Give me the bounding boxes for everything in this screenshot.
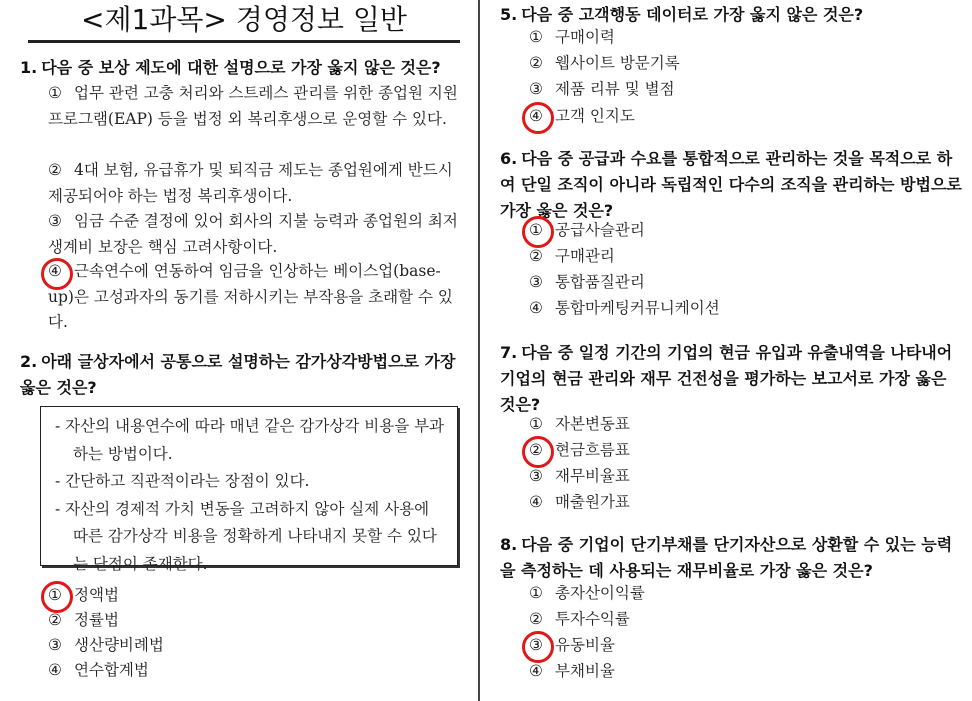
option-text: 구매관리 [555,247,615,265]
question-text: 다음 중 일정 기간의 기업의 현금 유입과 유출내역을 나타내어 기업의 현금 관리와 재무 건전성을 평가하는 보고서로 가장 옳은 것은? [500,343,953,414]
option-text: 부채비율 [555,662,615,680]
option-text: 현금흐름표 [555,441,630,459]
option-mark: ① [529,28,543,46]
option-mark: ④ [529,662,543,680]
question-text: 다음 중 공급과 수요를 통합적으로 관리하는 것을 목적으로 하여 단일 조직이 아니라 독립적인 다수의 조직을 관리하는 방법으로 가장 옳은 것은? [500,149,962,220]
question-6 [500,146,962,224]
question-number: 5. [500,5,518,24]
option-mark: ② [48,611,62,629]
option-mark: ③ [529,273,543,291]
question-number: 1. [20,58,38,77]
question-2-text-box [40,406,458,573]
option-mark: ③ [529,632,555,658]
q7-option-1 [529,411,630,437]
q5-option-3 [529,76,675,102]
question-text: 아래 글상자에서 공통으로 설명하는 감가상각방법으로 가장 옳은 것은? [20,352,456,397]
option-text: 통합품질관리 [555,273,645,291]
option-mark: ③ [48,212,62,230]
option-text: 연수합계법 [74,661,149,679]
option-text: 고객 인지도 [555,107,635,125]
q5-option-1 [529,24,615,50]
option-text: 재무비율표 [555,467,630,485]
option-text: 업무 관련 고충 처리와 스트레스 관리를 위한 종업원 지원프로그램(EAP) 등을 법정 외 복리후생으로 운영할 수 있다. [48,84,458,128]
question-8 [500,532,962,584]
q7-option-3 [529,463,630,489]
option-mark: ② [529,247,543,265]
q1-option-4-answer [48,259,464,336]
q6-option-2 [529,243,615,269]
option-mark: ② [529,437,555,463]
q8-option-2 [529,606,630,632]
question-number: 7. [500,343,518,362]
q8-option-4 [529,658,615,684]
q8-option-1 [529,580,645,606]
q7-option-4 [529,489,630,515]
option-text: 임금 수준 결정에 있어 회사의 지불 능력과 종업원의 최저생계비 보장은 핵심 고려사항이다. [48,212,458,256]
question-number: 2. [20,352,38,371]
question-2 [20,349,465,401]
q6-option-4 [529,295,720,321]
section-title: <제1과목> 경영정보 일반 [28,0,460,43]
question-number: 6. [500,149,518,168]
column-divider [478,0,480,701]
box-line: - 자산의 경제적 가치 변동을 고려하지 않아 실제 사용에 따른 감가상각 비용을 정확하게 나타내지 못할 수 있다는 단점이 존재한다. [55,499,437,573]
option-mark: ② [529,610,543,628]
option-mark: ① [529,584,543,602]
option-text: 총자산이익률 [555,584,645,602]
option-text: 공급사슬관리 [555,221,645,239]
q1-option-1 [48,81,464,132]
question-7 [500,340,962,418]
q2-option-2 [48,607,119,633]
option-text: 구매이력 [555,28,615,46]
option-mark: ③ [529,80,543,98]
question-1 [20,55,465,81]
box-line: - 간단하고 직관적이라는 장점이 있다. [55,472,310,490]
question-number: 8. [500,535,518,554]
q6-option-3 [529,269,645,295]
option-text: 투자수익률 [555,610,630,628]
q1-option-2 [48,158,464,209]
option-text: 통합마케팅커뮤니케이션 [555,299,720,317]
question-text: 다음 중 고객행동 데이터로 가장 옳지 않은 것은? [521,5,864,24]
option-mark: ② [529,54,543,72]
box-line: - 자산의 내용연수에 따라 매년 같은 감가상각 비용을 부과하는 방법이다. [55,417,445,463]
option-text: 자본변동표 [555,415,630,433]
option-mark: ① [529,415,543,433]
option-text: 웹사이트 방문기록 [555,54,680,72]
option-mark: ③ [48,636,62,654]
option-text: 제품 리뷰 및 별점 [555,80,675,98]
option-mark: ② [48,161,62,179]
option-text: 4대 보험, 유급휴가 및 퇴직금 제도는 종업원에게 반드시 제공되어야 하는 법정 복리후생이다. [48,161,453,205]
q7-option-2-answer [529,437,630,463]
option-mark: ④ [529,493,543,511]
option-mark: ④ [529,103,555,129]
q2-option-3 [48,632,164,658]
q1-option-3 [48,209,464,260]
left-column [0,0,472,701]
option-mark: ④ [48,661,62,679]
option-text: 생산량비례법 [74,636,164,654]
option-mark: ③ [529,467,543,485]
q6-option-1-answer [529,217,645,243]
right-column [485,0,972,701]
option-text: 정률법 [74,611,119,629]
q5-option-2 [529,50,680,76]
question-text: 다음 중 보상 제도에 대한 설명으로 가장 옳지 않은 것은? [41,58,441,77]
q2-option-1-answer [48,582,119,608]
option-text: 매출원가표 [555,493,630,511]
question-text: 다음 중 기업이 단기부채를 단기자산으로 상환할 수 있는 능력을 측정하는 데 사용되는 재무비율로 가장 옳은 것은? [500,535,953,580]
option-mark: ④ [529,299,543,317]
option-text: 근속연수에 연동하여 임금을 인상하는 베이스업(base-up)은 고성과자의 동기를 저하시키는 부작용을 초래할 수 있다. [48,262,453,331]
option-mark: ④ [48,259,74,285]
q8-option-3-answer [529,632,615,658]
option-mark: ① [529,217,555,243]
q5-option-4-answer [529,103,635,129]
option-text: 유동비율 [555,636,615,654]
option-mark: ① [48,84,62,102]
option-text: 정액법 [74,586,119,604]
q2-option-4 [48,657,149,683]
option-mark: ① [48,582,74,608]
